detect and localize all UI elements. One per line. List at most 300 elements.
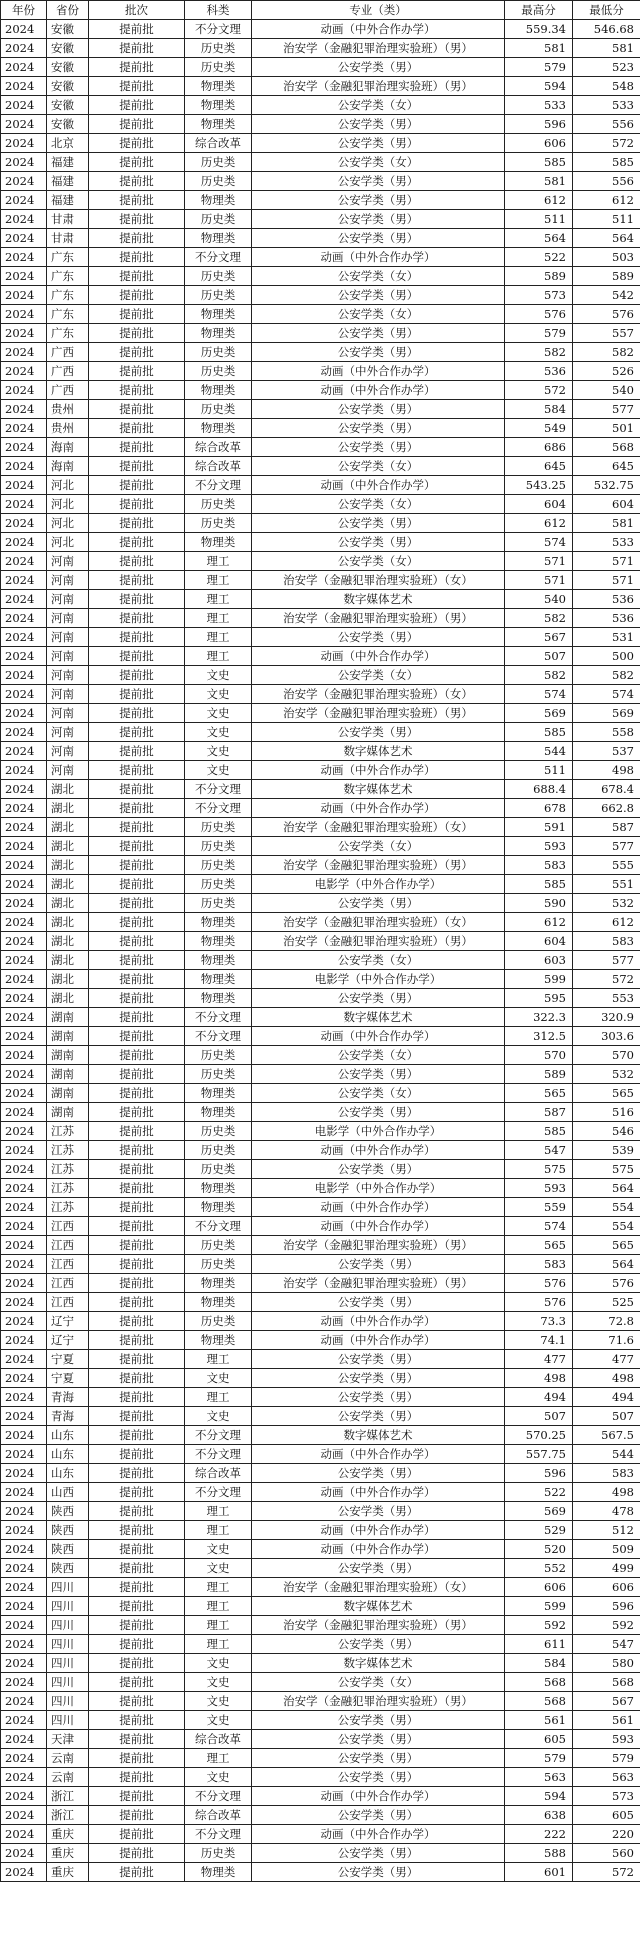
cell-min-score: 303.6 — [573, 1027, 640, 1046]
table-row — [1, 970, 640, 989]
cell-min-score: 499 — [573, 1559, 640, 1578]
cell-province: 贵州 — [47, 419, 89, 438]
cell-batch: 提前批 — [89, 1616, 185, 1635]
table-row — [1, 856, 640, 875]
cell-year: 2024 — [1, 495, 47, 514]
cell-year: 2024 — [1, 153, 47, 172]
cell-max-score: 590 — [505, 894, 573, 913]
cell-max-score: 576 — [505, 305, 573, 324]
table-row — [1, 552, 640, 571]
cell-year: 2024 — [1, 1255, 47, 1274]
cell-province: 四川 — [47, 1673, 89, 1692]
cell-major: 动画（中外合作办学） — [252, 1217, 505, 1236]
cell-min-score: 563 — [573, 1768, 640, 1787]
cell-batch: 提前批 — [89, 1350, 185, 1369]
cell-min-score: 537 — [573, 742, 640, 761]
cell-year: 2024 — [1, 1274, 47, 1293]
cell-batch: 提前批 — [89, 1008, 185, 1027]
table-row — [1, 1749, 640, 1768]
cell-max-score: 579 — [505, 1749, 573, 1768]
cell-year: 2024 — [1, 1198, 47, 1217]
cell-major: 公安学类（男） — [252, 1749, 505, 1768]
cell-year: 2024 — [1, 1464, 47, 1483]
cell-subject-type: 文史 — [185, 1673, 252, 1692]
cell-min-score: 554 — [573, 1198, 640, 1217]
cell-province: 河北 — [47, 495, 89, 514]
cell-max-score: 569 — [505, 1502, 573, 1521]
table-row — [1, 267, 640, 286]
table-row — [1, 951, 640, 970]
cell-major: 治安学（金融犯罪治理实验班）（女） — [252, 685, 505, 704]
cell-subject-type: 历史类 — [185, 210, 252, 229]
cell-major: 治安学（金融犯罪治理实验班）（男） — [252, 704, 505, 723]
table-row — [1, 1084, 640, 1103]
cell-batch: 提前批 — [89, 58, 185, 77]
cell-subject-type: 历史类 — [185, 1122, 252, 1141]
cell-province: 陕西 — [47, 1502, 89, 1521]
cell-subject-type: 文史 — [185, 723, 252, 742]
table-row — [1, 286, 640, 305]
table-row — [1, 1407, 640, 1426]
cell-subject-type: 不分文理 — [185, 1008, 252, 1027]
cell-max-score: 507 — [505, 1407, 573, 1426]
header-max-score: 最高分 — [505, 1, 573, 20]
cell-province: 河南 — [47, 647, 89, 666]
cell-min-score: 579 — [573, 1749, 640, 1768]
cell-min-score: 507 — [573, 1407, 640, 1426]
cell-batch: 提前批 — [89, 153, 185, 172]
cell-batch: 提前批 — [89, 1521, 185, 1540]
cell-batch: 提前批 — [89, 1103, 185, 1122]
cell-batch: 提前批 — [89, 875, 185, 894]
cell-min-score: 526 — [573, 362, 640, 381]
cell-subject-type: 综合改革 — [185, 1730, 252, 1749]
cell-year: 2024 — [1, 894, 47, 913]
cell-max-score: 507 — [505, 647, 573, 666]
cell-major: 公安学类（男） — [252, 134, 505, 153]
cell-subject-type: 物理类 — [185, 1103, 252, 1122]
cell-major: 公安学类（男） — [252, 1103, 505, 1122]
table-row — [1, 419, 640, 438]
cell-min-score: 577 — [573, 837, 640, 856]
cell-min-score: 560 — [573, 1844, 640, 1863]
cell-max-score: 595 — [505, 989, 573, 1008]
cell-max-score: 575 — [505, 1160, 573, 1179]
cell-province: 湖北 — [47, 818, 89, 837]
table-row — [1, 1768, 640, 1787]
cell-province: 重庆 — [47, 1825, 89, 1844]
cell-year: 2024 — [1, 1730, 47, 1749]
cell-province: 广东 — [47, 305, 89, 324]
cell-major: 公安学类（女） — [252, 552, 505, 571]
cell-min-score: 573 — [573, 1787, 640, 1806]
table-row — [1, 1160, 640, 1179]
cell-subject-type: 物理类 — [185, 419, 252, 438]
cell-province: 河南 — [47, 590, 89, 609]
cell-batch: 提前批 — [89, 552, 185, 571]
cell-province: 湖南 — [47, 1065, 89, 1084]
cell-batch: 提前批 — [89, 571, 185, 590]
cell-max-score: 561 — [505, 1711, 573, 1730]
cell-province: 河南 — [47, 723, 89, 742]
header-subject-type: 科类 — [185, 1, 252, 20]
cell-province: 山东 — [47, 1426, 89, 1445]
cell-max-score: 543.25 — [505, 476, 573, 495]
cell-max-score: 599 — [505, 970, 573, 989]
table-row — [1, 1388, 640, 1407]
cell-max-score: 477 — [505, 1350, 573, 1369]
cell-province: 四川 — [47, 1635, 89, 1654]
cell-province: 河南 — [47, 628, 89, 647]
cell-province: 广东 — [47, 324, 89, 343]
cell-batch: 提前批 — [89, 96, 185, 115]
cell-year: 2024 — [1, 837, 47, 856]
cell-major: 数字媒体艺术 — [252, 780, 505, 799]
cell-major: 治安学（金融犯罪治理实验班）（男） — [252, 1616, 505, 1635]
cell-subject-type: 物理类 — [185, 913, 252, 932]
cell-province: 湖南 — [47, 1027, 89, 1046]
cell-major: 公安学类（男） — [252, 1711, 505, 1730]
cell-min-score: 220 — [573, 1825, 640, 1844]
cell-max-score: 593 — [505, 1179, 573, 1198]
cell-batch: 提前批 — [89, 1464, 185, 1483]
table-row — [1, 1502, 640, 1521]
table-row — [1, 818, 640, 837]
cell-min-score: 525 — [573, 1293, 640, 1312]
cell-min-score: 582 — [573, 343, 640, 362]
cell-province: 四川 — [47, 1578, 89, 1597]
cell-batch: 提前批 — [89, 362, 185, 381]
header-major: 专业（类） — [252, 1, 505, 20]
table-row — [1, 666, 640, 685]
table-row — [1, 1597, 640, 1616]
cell-subject-type: 历史类 — [185, 1046, 252, 1065]
cell-subject-type: 历史类 — [185, 1141, 252, 1160]
cell-batch: 提前批 — [89, 1236, 185, 1255]
cell-major: 治安学（金融犯罪治理实验班）（男） — [252, 932, 505, 951]
cell-province: 辽宁 — [47, 1312, 89, 1331]
cell-major: 公安学类（男） — [252, 989, 505, 1008]
cell-subject-type: 文史 — [185, 666, 252, 685]
cell-max-score: 511 — [505, 761, 573, 780]
cell-batch: 提前批 — [89, 1559, 185, 1578]
cell-major: 公安学类（女） — [252, 951, 505, 970]
cell-batch: 提前批 — [89, 1635, 185, 1654]
cell-province: 云南 — [47, 1768, 89, 1787]
table-row — [1, 894, 640, 913]
cell-min-score: 606 — [573, 1578, 640, 1597]
cell-batch: 提前批 — [89, 1293, 185, 1312]
cell-max-score: 547 — [505, 1141, 573, 1160]
cell-major: 公安学类（男） — [252, 723, 505, 742]
cell-subject-type: 不分文理 — [185, 1825, 252, 1844]
cell-max-score: 74.1 — [505, 1331, 573, 1350]
cell-year: 2024 — [1, 20, 47, 39]
cell-batch: 提前批 — [89, 818, 185, 837]
cell-batch: 提前批 — [89, 837, 185, 856]
cell-major: 动画（中外合作办学） — [252, 1521, 505, 1540]
cell-year: 2024 — [1, 514, 47, 533]
cell-batch: 提前批 — [89, 913, 185, 932]
cell-batch: 提前批 — [89, 419, 185, 438]
cell-year: 2024 — [1, 267, 47, 286]
cell-year: 2024 — [1, 96, 47, 115]
cell-min-score: 498 — [573, 1483, 640, 1502]
cell-min-score: 478 — [573, 1502, 640, 1521]
cell-batch: 提前批 — [89, 1806, 185, 1825]
cell-batch: 提前批 — [89, 894, 185, 913]
table-row — [1, 1312, 640, 1331]
cell-province: 湖北 — [47, 856, 89, 875]
cell-major: 公安学类（男） — [252, 894, 505, 913]
cell-subject-type: 综合改革 — [185, 134, 252, 153]
cell-major: 动画（中外合作办学） — [252, 761, 505, 780]
cell-year: 2024 — [1, 1559, 47, 1578]
cell-batch: 提前批 — [89, 400, 185, 419]
cell-province: 陕西 — [47, 1540, 89, 1559]
cell-province: 四川 — [47, 1597, 89, 1616]
cell-batch: 提前批 — [89, 1445, 185, 1464]
cell-min-score: 501 — [573, 419, 640, 438]
table-row — [1, 1806, 640, 1825]
cell-year: 2024 — [1, 210, 47, 229]
cell-province: 海南 — [47, 457, 89, 476]
cell-year: 2024 — [1, 989, 47, 1008]
table-row — [1, 1825, 640, 1844]
cell-province: 湖北 — [47, 932, 89, 951]
cell-max-score: 605 — [505, 1730, 573, 1749]
cell-subject-type: 不分文理 — [185, 1483, 252, 1502]
cell-max-score: 585 — [505, 1122, 573, 1141]
cell-batch: 提前批 — [89, 1255, 185, 1274]
table-row — [1, 20, 640, 39]
cell-batch: 提前批 — [89, 134, 185, 153]
cell-batch: 提前批 — [89, 1217, 185, 1236]
table-row — [1, 77, 640, 96]
cell-province: 江苏 — [47, 1179, 89, 1198]
cell-subject-type: 理工 — [185, 628, 252, 647]
cell-major: 公安学类（男） — [252, 115, 505, 134]
cell-subject-type: 文史 — [185, 742, 252, 761]
cell-major: 动画（中外合作办学） — [252, 248, 505, 267]
cell-year: 2024 — [1, 1350, 47, 1369]
cell-year: 2024 — [1, 1787, 47, 1806]
cell-major: 公安学类（女） — [252, 666, 505, 685]
cell-max-score: 576 — [505, 1293, 573, 1312]
cell-min-score: 580 — [573, 1654, 640, 1673]
cell-batch: 提前批 — [89, 20, 185, 39]
cell-batch: 提前批 — [89, 210, 185, 229]
cell-subject-type: 不分文理 — [185, 1787, 252, 1806]
cell-min-score: 511 — [573, 210, 640, 229]
cell-subject-type: 历史类 — [185, 1065, 252, 1084]
cell-max-score: 604 — [505, 495, 573, 514]
cell-year: 2024 — [1, 1844, 47, 1863]
cell-major: 公安学类（女） — [252, 495, 505, 514]
cell-max-score: 574 — [505, 685, 573, 704]
cell-subject-type: 历史类 — [185, 39, 252, 58]
cell-year: 2024 — [1, 1236, 47, 1255]
table-row — [1, 628, 640, 647]
cell-year: 2024 — [1, 1312, 47, 1331]
table-row — [1, 704, 640, 723]
cell-year: 2024 — [1, 799, 47, 818]
table-row — [1, 1293, 640, 1312]
table-row — [1, 1616, 640, 1635]
cell-batch: 提前批 — [89, 1046, 185, 1065]
cell-max-score: 571 — [505, 571, 573, 590]
cell-year: 2024 — [1, 115, 47, 134]
cell-max-score: 520 — [505, 1540, 573, 1559]
table-row — [1, 1179, 640, 1198]
cell-year: 2024 — [1, 1502, 47, 1521]
cell-major: 治安学（金融犯罪治理实验班）（女） — [252, 1578, 505, 1597]
cell-max-score: 611 — [505, 1635, 573, 1654]
table-row — [1, 1122, 640, 1141]
cell-province: 陕西 — [47, 1521, 89, 1540]
table-row — [1, 1255, 640, 1274]
cell-subject-type: 历史类 — [185, 1312, 252, 1331]
cell-max-score: 557.75 — [505, 1445, 573, 1464]
cell-year: 2024 — [1, 1331, 47, 1350]
cell-batch: 提前批 — [89, 761, 185, 780]
cell-batch: 提前批 — [89, 305, 185, 324]
cell-major: 数字媒体艺术 — [252, 742, 505, 761]
cell-year: 2024 — [1, 1027, 47, 1046]
cell-subject-type: 历史类 — [185, 514, 252, 533]
cell-min-score: 546.68 — [573, 20, 640, 39]
cell-year: 2024 — [1, 381, 47, 400]
cell-year: 2024 — [1, 1388, 47, 1407]
cell-batch: 提前批 — [89, 1863, 185, 1882]
cell-province: 陕西 — [47, 1559, 89, 1578]
cell-province: 湖北 — [47, 894, 89, 913]
cell-province: 广西 — [47, 362, 89, 381]
cell-year: 2024 — [1, 305, 47, 324]
cell-max-score: 686 — [505, 438, 573, 457]
table-row — [1, 1103, 640, 1122]
cell-max-score: 606 — [505, 134, 573, 153]
cell-min-score: 569 — [573, 704, 640, 723]
header-row — [1, 1, 640, 20]
cell-subject-type: 不分文理 — [185, 1426, 252, 1445]
cell-province: 江西 — [47, 1293, 89, 1312]
cell-max-score: 582 — [505, 343, 573, 362]
cell-max-score: 568 — [505, 1673, 573, 1692]
cell-subject-type: 物理类 — [185, 989, 252, 1008]
cell-major: 公安学类（女） — [252, 837, 505, 856]
cell-min-score: 532 — [573, 1065, 640, 1084]
cell-major: 动画（中外合作办学） — [252, 647, 505, 666]
cell-subject-type: 理工 — [185, 571, 252, 590]
cell-max-score: 540 — [505, 590, 573, 609]
cell-batch: 提前批 — [89, 1179, 185, 1198]
cell-province: 辽宁 — [47, 1331, 89, 1350]
cell-batch: 提前批 — [89, 742, 185, 761]
cell-major: 公安学类（男） — [252, 1388, 505, 1407]
cell-province: 湖北 — [47, 951, 89, 970]
cell-major: 公安学类（男） — [252, 419, 505, 438]
cell-max-score: 596 — [505, 115, 573, 134]
cell-subject-type: 不分文理 — [185, 20, 252, 39]
table-row — [1, 172, 640, 191]
cell-major: 公安学类（男） — [252, 1369, 505, 1388]
cell-min-score: 567 — [573, 1692, 640, 1711]
table-row — [1, 1521, 640, 1540]
cell-max-score: 511 — [505, 210, 573, 229]
cell-subject-type: 理工 — [185, 1616, 252, 1635]
cell-province: 湖北 — [47, 913, 89, 932]
cell-min-score: 523 — [573, 58, 640, 77]
cell-subject-type: 不分文理 — [185, 1217, 252, 1236]
table-row — [1, 191, 640, 210]
cell-batch: 提前批 — [89, 1654, 185, 1673]
cell-batch: 提前批 — [89, 723, 185, 742]
cell-subject-type: 物理类 — [185, 1179, 252, 1198]
cell-major: 公安学类（女） — [252, 1084, 505, 1103]
cell-major: 公安学类（男） — [252, 1293, 505, 1312]
cell-province: 江西 — [47, 1255, 89, 1274]
cell-year: 2024 — [1, 818, 47, 837]
cell-year: 2024 — [1, 1445, 47, 1464]
table-body — [1, 20, 640, 1882]
cell-max-score: 567 — [505, 628, 573, 647]
cell-max-score: 612 — [505, 514, 573, 533]
cell-max-score: 536 — [505, 362, 573, 381]
cell-subject-type: 历史类 — [185, 400, 252, 419]
cell-year: 2024 — [1, 1673, 47, 1692]
cell-subject-type: 历史类 — [185, 1236, 252, 1255]
cell-province: 四川 — [47, 1692, 89, 1711]
cell-province: 湖北 — [47, 989, 89, 1008]
cell-year: 2024 — [1, 1179, 47, 1198]
cell-province: 河南 — [47, 666, 89, 685]
table-row — [1, 723, 640, 742]
cell-max-score: 594 — [505, 77, 573, 96]
cell-major: 公安学类（女） — [252, 267, 505, 286]
table-row — [1, 1863, 640, 1882]
cell-year: 2024 — [1, 704, 47, 723]
cell-batch: 提前批 — [89, 951, 185, 970]
cell-year: 2024 — [1, 77, 47, 96]
cell-year: 2024 — [1, 248, 47, 267]
cell-max-score: 494 — [505, 1388, 573, 1407]
cell-major: 公安学类（男） — [252, 191, 505, 210]
cell-major: 公安学类（男） — [252, 1464, 505, 1483]
table-row — [1, 1654, 640, 1673]
cell-province: 天津 — [47, 1730, 89, 1749]
cell-min-score: 577 — [573, 400, 640, 419]
cell-min-score: 570 — [573, 1046, 640, 1065]
cell-batch: 提前批 — [89, 1369, 185, 1388]
cell-batch: 提前批 — [89, 1825, 185, 1844]
cell-province: 重庆 — [47, 1863, 89, 1882]
cell-batch: 提前批 — [89, 647, 185, 666]
cell-major: 公安学类（男） — [252, 210, 505, 229]
cell-subject-type: 理工 — [185, 1597, 252, 1616]
cell-min-score: 556 — [573, 115, 640, 134]
cell-batch: 提前批 — [89, 1407, 185, 1426]
cell-batch: 提前批 — [89, 932, 185, 951]
cell-max-score: 549 — [505, 419, 573, 438]
cell-max-score: 583 — [505, 1255, 573, 1274]
cell-max-score: 498 — [505, 1369, 573, 1388]
table-row — [1, 1008, 640, 1027]
cell-province: 河南 — [47, 742, 89, 761]
cell-subject-type: 历史类 — [185, 1255, 252, 1274]
cell-province: 山东 — [47, 1464, 89, 1483]
table-row — [1, 799, 640, 818]
